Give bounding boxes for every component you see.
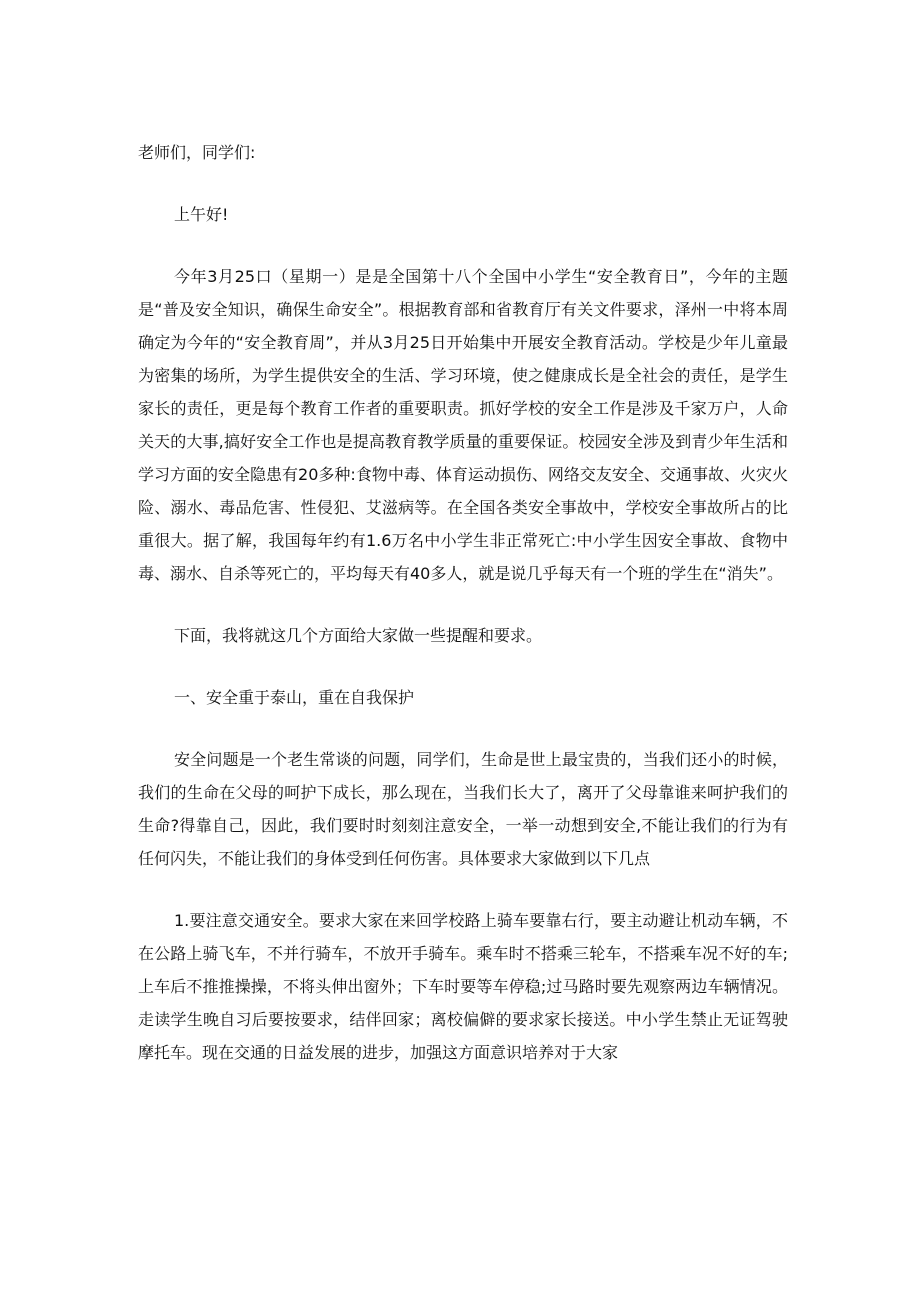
section-heading: 一、安全重于泰山，重在自我保护 [174, 688, 415, 707]
greeting: 上午好! [174, 205, 229, 224]
item-1-paragraph: 1.要注意交通安全。要求大家在来回学校路上骑车要靠右行，要主动避让机动车辆，不在公路上骑飞车，不并行骑车，不放开手骑车。乘车时不搭乘三轮车，不搭乘车况不好的车;上车后不推推操操，不将头伸出窗外；下车时要等车停稳;过马路时要先观察两边车辆情况。走读学生晚自习后要按要求，结伴回家；离校偏僻的要求家长接送。中小学生禁止无证驾驶摩托车。现在交通的日益发展的进步，加强这方面意识培养对于大家 [138, 911, 788, 1062]
salutation: 老师们，同学们: [138, 143, 256, 162]
section-paragraph: 安全问题是一个老生常谈的问题，同学们，生命是世上最宝贵的，当我们还小的时候，我们的生命在父母的呵护下成长，那么现在，当我们长大了，离开了父母靠谁来呵护我们的生命?得靠自己，因此，我们要时时刻刻注意安全，一举一动想到安全,不能让我们的行为有任何闪失，不能让我们的身体受到任何伤害。具体要求大家做到以下几点 [138, 750, 788, 868]
intro-paragraph: 今年3月25口（星期一）是是全国第十八个全国中小学生“安全教育日”，今年的主题是“普及安全知识，确保生命安全”。根据教育部和省教育厅有关文件要求，泽州一中将本周确定为今年的“安全教育周”，并从3月25日开始集中开展安全教育活动。学校是少年儿童最为密集的场所，为学生提供安全的生活、学习环境，使之健康成长是全社会的责任，是学生家长的责任，更是每个教育工作者的重要职责。抓好学校的安全工作是涉及千家万户，人命关天的大事,搞好安全工作也是提高教育教学质量的重要保证。校园安全涉及到青少年生活和学习方面的安全隐患有20多种:食物中毒、体育运动损伤、网络交友安全、交通事故、火灾火险、溺水、毒品危害、性侵犯、艾滋病等。在全国各类安全事故中，学校安全事故所占的比重很大。据了解，我国每年约有1.6万名中小学生非正常死亡:中小学生因安全事故、食物中毒、溺水、自杀等死亡的，平均每天有40多人，就是说几乎每天有一个班的学生在“消失”。 [138, 267, 788, 583]
transition-paragraph: 下面，我将就这几个方面给大家做一些提醒和要求。 [174, 626, 543, 645]
speech-body [138, 136, 788, 1069]
